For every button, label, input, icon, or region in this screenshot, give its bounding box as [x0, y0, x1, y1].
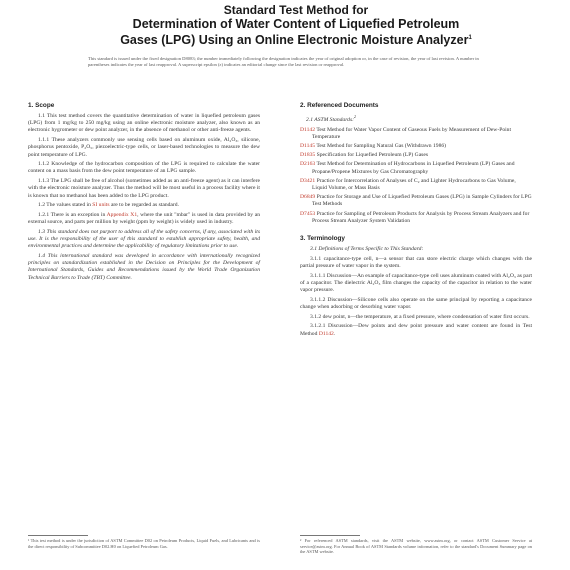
d1142-link[interactable]: D1142	[318, 330, 334, 337]
reference-title: Test Method for Water Vapor Content of Gaseous Fuels by Measurement of Dew-Point Temperature	[312, 126, 512, 140]
scope-paragraph: 1.1.3 The LPG shall be free of alcohol (sometimes added as an anti-freeze agent) as it can interfere with the electronic moisture analyzer. Thus the method will be most useful in a process facility where it is known that no methanol has been added to the LPG product.	[28, 178, 260, 199]
terminology-heading: 3. Terminology	[300, 235, 345, 242]
referenced-documents-heading: 2. Referenced Documents	[300, 102, 379, 109]
safety-paragraph: 1.3 This standard does not purport to address all of the safety concerns, if any, associated with its use. It is the responsibility of the user of this standard to establish appropriate safety, health, and environmental practices and determine the applicability of regulatory limitations prior to use.	[28, 228, 260, 250]
reference-title: Specification for Liquefied Petroleum (LP) Gases	[315, 152, 429, 159]
title-line-1: Standard Test Method for	[223, 3, 369, 17]
reference-code-link[interactable]: D1835	[300, 152, 316, 159]
terminology-paragraph: 3.1.1.2 Discussion—Silicone cells also operate on the same principal by reporting a capacitance change when adsorbing or desorbing water vapor.	[300, 296, 532, 310]
terminology-paragraph: 3.1.2.1 Discussion—Dew points and dew point pressure and water content are found in Test Method D1142.	[300, 323, 532, 337]
scope-paragraph: 1.1 This test method covers the quantitative determination of water in liquefied petroleum gases (LPG) from 1 mg/kg to 250 mg/kg using an online electronic moisture analyzer, also known as an electronic hygrometer or dew point analyzer, in the absence of methanol or other anti-freeze agents.	[28, 113, 260, 134]
reference-title: Practice for Intercorrelation of Analyses of C₂ and Lighter Hydrocarbons to Gas Volume, Liquid Volume, or Mass Basis	[312, 177, 516, 191]
title-line-3: Gases (LPG) Using an Online Electronic Moisture Analyzer$^1$	[120, 33, 472, 48]
reference-item	[300, 127, 532, 141]
scope-paragraph: 1.1.2 Knowledge of the hydrocarbon composition of the LPG is required to calculate the water content on a mass basis from the dew point temperature of an LPG sample.	[28, 161, 260, 175]
reference-code-link[interactable]: D1145	[300, 142, 316, 149]
reference-item	[300, 178, 532, 192]
reference-code-link[interactable]: D6849	[300, 194, 316, 201]
reference-title: Practice for Storage and Use of Liquefied Petroleum Gases (LPG) in Sample Cylinders for LPG Test Methods	[312, 194, 532, 208]
document-title	[86, 4, 506, 47]
designation-note: This standard is issued under the fixed designation D8083; the number immediately following the designation indicates the year of original adoption or, in the case of revision, the year of last revision. A number in parentheses indicates the year of last reapproval. A superscript epsilon (ε) indicates an editorial change since the last revision or reapproval.	[88, 56, 479, 67]
footnote-rule	[300, 535, 360, 536]
reference-code-link[interactable]: D2163	[300, 161, 316, 168]
reference-title: Practice for Sampling of Petroleum Products for Analysis by Process Stream Analyzers and for Process Stream Analyzer System Validation	[312, 210, 530, 224]
terminology-paragraph: 3.1.2 dew point, n—the temperature, at a fixed pressure, where condensation of water first occurs.	[310, 313, 530, 320]
reference-title: Test Method for Sampling Natural Gas (Withdrawn 1986)	[315, 142, 447, 149]
footnote-1: ¹ This test method is under the jurisdiction of ASTM Committee D02 on Petroleum Products, Liquid Fuels, and Lubricants and is the direct responsibility of Subcommittee D02.H0 on Liquefied Petroleum Gas.	[28, 538, 260, 549]
reference-item	[300, 161, 532, 175]
scope-heading: 1. Scope	[28, 102, 55, 109]
reference-code-link[interactable]: D1142	[300, 126, 316, 133]
reference-item	[300, 211, 532, 225]
scope-paragraph: 1.2.1 There is an exception in Appendix X1, where the unit "mbar" is used in data provided by an external source, and parts per million by weight (ppm by weight) is widely used in industry.	[28, 211, 260, 226]
appendix-x1-link[interactable]: Appendix X1	[106, 211, 138, 218]
left-column	[28, 100, 260, 284]
wto-paragraph: 1.4 This international standard was developed in accordance with internationally recognized principles on standardization established in the Decision on Principles for the Development of International Standards, Guides and Recommendations issued by the World Trade Organization Technical Barriers to Trade (TBT) Committee.	[28, 252, 260, 281]
title-line-2: Determination of Water Content of Liquefied Petroleum	[132, 17, 460, 31]
si-units-link[interactable]: SI units	[92, 202, 110, 209]
footnote-2: ² For referenced ASTM standards, visit the ASTM website, www.astm.org, or contact ASTM Customer Service at service@astm.org. For Annual Book of ASTM Standards volume information, refer to the standard's Document Summary page on the ASTM website.	[300, 538, 532, 555]
right-column	[300, 100, 532, 340]
footnote-rule	[28, 535, 88, 536]
terminology-paragraph: 3.1.1 capacitance-type cell, n—a sensor that can store electric charge which changes with the partial pressure of water vapor in the system.	[300, 255, 532, 269]
reference-item	[300, 152, 532, 159]
terminology-paragraph: 3.1 Definitions of Terms Specific to This Standard:	[310, 246, 424, 252]
reference-item	[300, 143, 532, 150]
reference-code-link[interactable]: D3421	[300, 177, 316, 184]
reference-item	[300, 194, 532, 208]
reference-title: Test Method for Determination of Hydrocarbons in Liquefied Petroleum (LP) Gases and Propane/Propene Mixtures by Gas Chromatography	[312, 161, 515, 175]
astm-standards-subheading: 2.1 ASTM Standards:$^2$	[306, 114, 357, 123]
terminology-paragraph: 3.1.1.1 Discussion—An example of capacitance-type cell uses aluminum coated with Al₂O₃ as part of a capacitor. The dielectric Al₂O₃ film changes the capacity of the capacitor in relation to the water vapor pressure.	[300, 272, 532, 294]
reference-code-link[interactable]: D7453	[300, 210, 316, 217]
scope-paragraph: 1.2 The values stated in SI units are to be regarded as standard.	[38, 202, 179, 209]
scope-paragraph: 1.1.1 These analyzers commonly use sensing cells based on aluminum oxide, Al₂O₃, silicone, phosphorus pentoxide, P₂O₅, piezoelectric-type cells, or laser-based technologies to measure the dew point temperature of LPG.	[28, 137, 260, 158]
reference-list	[300, 127, 532, 225]
